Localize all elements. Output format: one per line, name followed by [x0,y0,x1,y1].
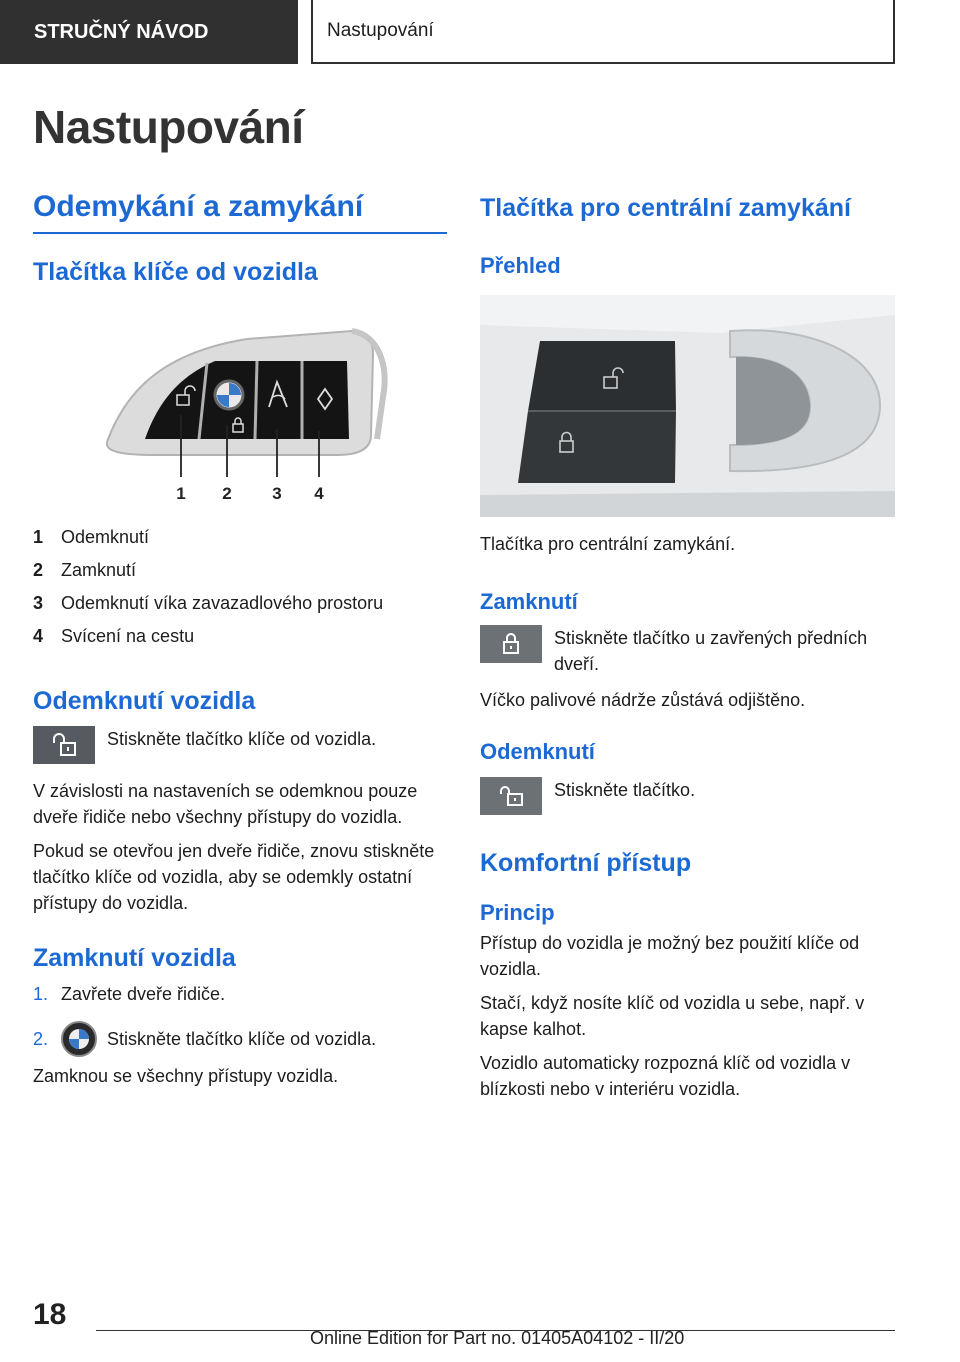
unlock-instruction: Stiskněte tlačítko klíče od vozidla. [33,726,447,764]
heading-central-locking: Tlačítka pro centrální zamykání [480,194,851,222]
heading-unlock-vehicle: Odemknutí vozidla [33,687,256,715]
heading-lock-vehicle: Zamknutí vozidla [33,944,236,972]
comfort-paragraph-2: Stačí, když nosíte klíč od vozidla u sebe, např. v kapse kalhot. [480,993,865,1039]
unlock-central-button-icon [480,777,542,815]
callout-3: 3 [272,484,282,503]
door-panel-photo [480,295,895,517]
left-column [33,190,447,1089]
lock-result: Zamknou se všechny přístupy vozidla. [33,1066,339,1086]
list-item: 3 Odemknutí víka zavazadlového prostoru [33,593,384,613]
photo-caption: Tlačítka pro centrální zamykání. [480,534,736,554]
list-item: 4 Svícení na cestu [33,626,195,646]
unlock-paragraph-2: Pokud se otevřou jen dveře řidiče, znovu stiskněte tlačítko klíče od vozidla, aby se odemkly ostatní přístupy do vozidla. [33,841,435,913]
fuel-cap-note: Víčko palivové nádrže zůstává odjištěno. [480,690,806,710]
page-number: 18 [33,1298,67,1331]
key-button-list [33,521,447,653]
header-chapter-tab [311,0,895,64]
unlock-button-icon [33,726,95,764]
callout-4: 4 [314,484,324,503]
header-section-tab [0,0,298,64]
header-chapter-label: Nastupování [327,20,434,41]
callout-1: 1 [176,484,186,503]
right-column [480,190,895,1102]
callout-2: 2 [222,484,232,503]
footer-edition: Online Edition for Part no. 01405A04102 - II/20 [310,1328,685,1348]
heading-overview: Přehled [480,253,561,278]
comfort-paragraph-1: Přístup do vozidla je možný bez použití klíče od vozidla. [480,933,860,979]
section-title-locking: Odemykání a zamykání [33,190,447,234]
list-item: 1 Odemknutí [33,527,150,547]
header-section-label: STRUČNÝ NÁVOD [34,20,209,43]
unlock-paragraph-1: V závislosti na nastaveních se odemknou pouze dveře řidiče nebo všechny přístupy do vozidla. [33,781,418,827]
comfort-paragraph-3: Vozidlo automaticky rozpozná klíč od vozidla v blízkosti nebo v interiéru vozidla. [480,1053,851,1099]
lock-instruction: Stiskněte tlačítko u zavřených předních dveří. [480,625,895,677]
heading-principle: Princip [480,900,555,925]
lock-step-1: 1. Zavřete dveře řidiče. [33,984,226,1004]
list-item: 2 Zamknutí [33,560,137,580]
heading-lock: Zamknutí [480,589,578,614]
lock-button-icon [480,625,542,663]
bmw-logo-icon [215,381,243,409]
bmw-key-button-icon [61,1021,97,1057]
heading-unlock: Odemknutí [480,739,595,764]
heading-comfort-access: Komfortní přístup [480,849,692,877]
page-title: Nastupování [33,101,304,153]
unlock-central-instruction: Stiskněte tlačítko. [480,777,895,815]
lock-step-2: 2. Stiskněte tlačítko klíče od vozidla. [33,1021,447,1057]
key-fob-illustration [97,327,417,507]
heading-key-buttons: Tlačítka klíče od vozidla [33,258,318,286]
